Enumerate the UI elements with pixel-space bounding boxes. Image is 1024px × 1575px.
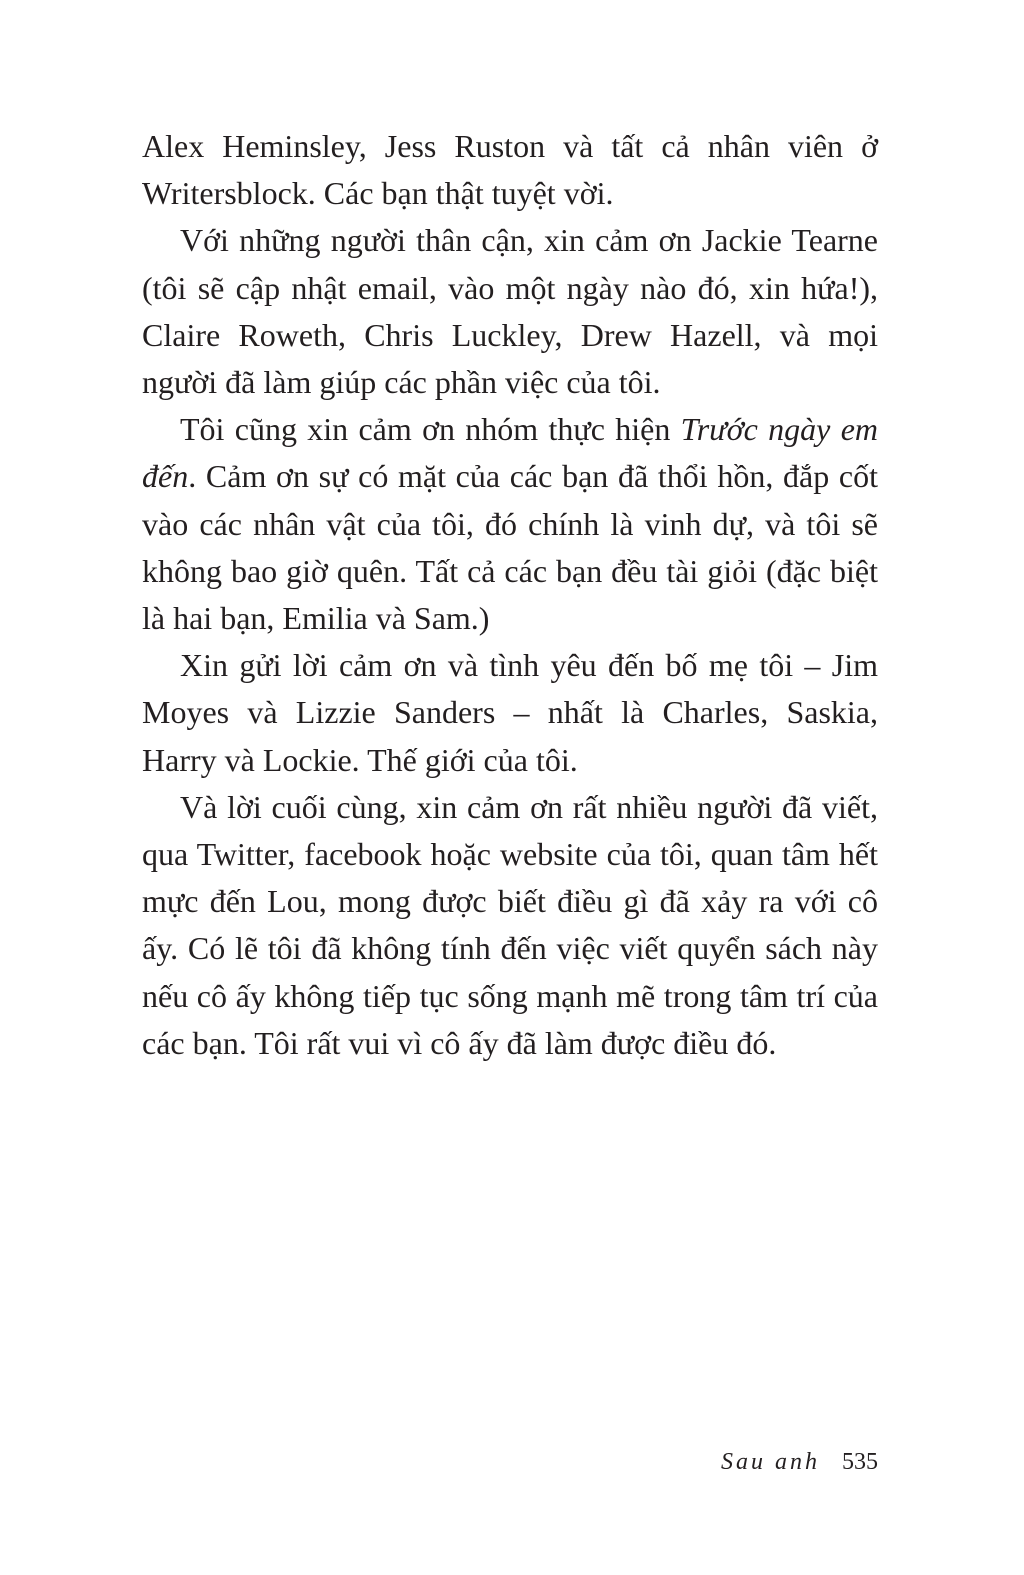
paragraph-2: Với những người thân cận, xin cảm ơn Jackie Tearne (tôi sẽ cập nhật email, vào một ngày nào đó, xin hứa!), Claire Roweth, Chris Luckley, Drew Hazell, và mọi người đã làm giúp các phần việc của tôi. <box>142 222 878 401</box>
paragraph-3-after: . Cảm ơn sự có mặt của các bạn đã thổi hồn, đắp cốt vào các nhân vật của tôi, đó chính là vinh dự, và tôi sẽ không bao giờ quên. Tất cả các bạn đều tài giỏi (đặc biệt là hai bạn, Emilia và Sam.) <box>142 458 878 637</box>
book-title-italic: Trước ngày em đến <box>142 411 879 495</box>
body-text <box>142 123 878 1067</box>
page-footer <box>721 1444 878 1480</box>
paragraph-3-before: Tôi cũng xin cảm ơn nhóm thực hiện <box>180 411 681 448</box>
paragraph-1: Alex Heminsley, Jess Ruston và tất cả nhân viên ở Writersblock. Các bạn thật tuyệt vời. <box>142 128 878 212</box>
running-title: Sau anh <box>721 1449 820 1475</box>
paragraph-5: Và lời cuối cùng, xin cảm ơn rất nhiều người đã viết, qua Twitter, facebook hoặc website của tôi, quan tâm hết mực đến Lou, mong được biết điều gì đã xảy ra với cô ấy. Có lẽ tôi đã không tính đến việc viết quyển sách này nếu cô ấy không tiếp tục sống mạnh mẽ trong tâm trí của các bạn. Tôi rất vui vì cô ấy đã làm được điều đó. <box>142 788 878 1061</box>
page-number: 535 <box>842 1449 878 1475</box>
paragraph-4: Xin gửi lời cảm ơn và tình yêu đến bố mẹ tôi – Jim Moyes và Lizzie Sanders – nhất là Charles, Saskia, Harry và Lockie. Thế giới của tôi. <box>142 647 878 778</box>
paragraph-3 <box>142 406 878 642</box>
